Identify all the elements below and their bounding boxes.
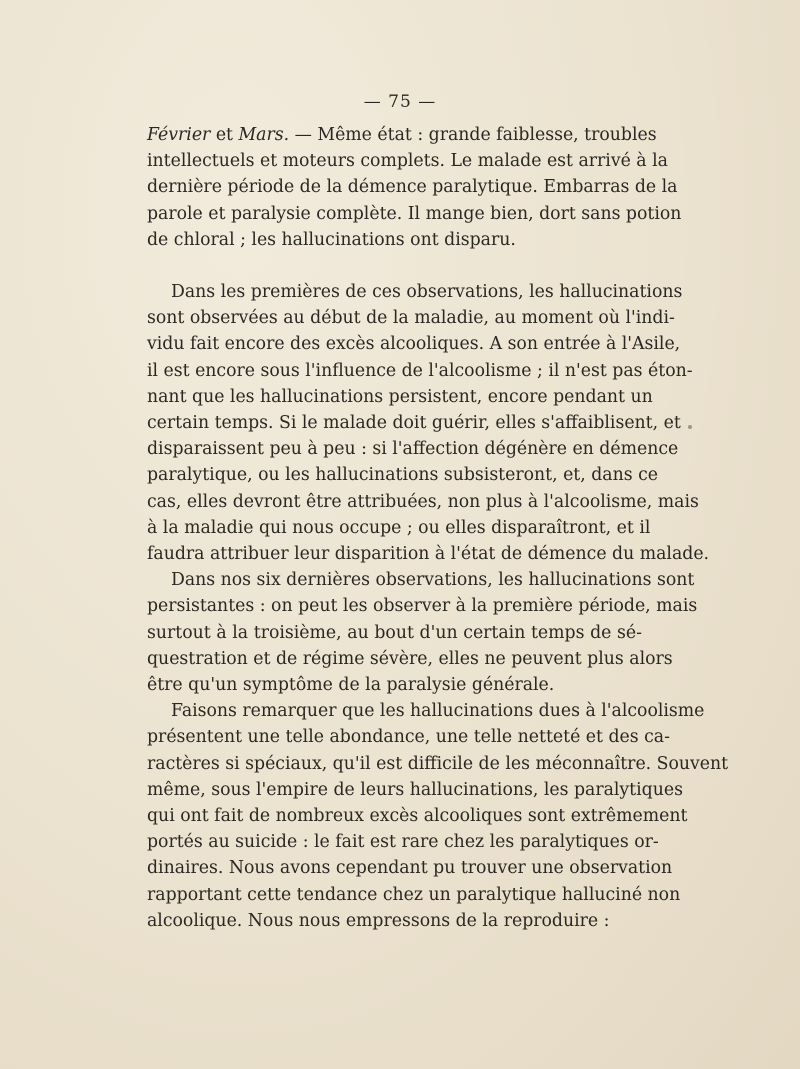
- text-line: parole et paralysie complète. Il mange bien, dort sans potion: [147, 203, 682, 224]
- text-line: de chloral ; les hallucinations ont disparu.: [147, 229, 516, 250]
- date-month-2: Mars.: [238, 125, 290, 145]
- text-line: persistantes : on peut les observer à la première période, mais: [147, 596, 698, 617]
- text-line: intellectuels et moteurs complets. Le malade est arrivé à la: [147, 151, 668, 172]
- text-fragment: — Même état : grande faiblesse, troubles: [289, 125, 657, 145]
- date-conjunction: et: [215, 125, 233, 145]
- text-line: dernière période de la démence paralytique. Embarras de la: [147, 177, 678, 198]
- paper-speck: [688, 425, 692, 429]
- text-line: Faisons remarquer que les hallucinations dues à l'alcoolisme: [171, 701, 705, 722]
- page-number: — 75 —: [363, 92, 437, 112]
- text-line: certain temps. Si le malade doit guérir, elles s'affaiblisent, et: [147, 413, 681, 434]
- text-line: questration et de régime sévère, elles ne peuvent plus alors: [147, 648, 673, 669]
- text-line: portés au suicide : le fait est rare chez les paralytiques or-: [147, 832, 659, 853]
- text-line: dinaires. Nous avons cependant pu trouver une observation: [147, 858, 673, 879]
- text-line: nant que les hallucinations persistent, encore pendant un: [147, 386, 653, 407]
- body-text: [147, 122, 729, 934]
- text-line: [147, 122, 657, 148]
- text-line: vidu fait encore des excès alcooliques. A son entrée à l'Asile,: [147, 334, 681, 355]
- text-line: présentent une telle abondance, une telle netteté et des ca-: [147, 727, 670, 748]
- text-line: ractères si spéciaux, qu'il est difficile de les méconnaître. Souvent: [147, 753, 729, 774]
- text-line: faudra attribuer leur disparition à l'état de démence du malade.: [147, 544, 710, 565]
- text-line: être qu'un symptôme de la paralysie générale.: [147, 675, 555, 696]
- text-line: cas, elles devront être attribuées, non plus à l'alcoolisme, mais: [147, 491, 699, 512]
- text-line: même, sous l'empire de leurs hallucinations, les paralytiques: [147, 779, 683, 800]
- text-line: disparaissent peu à peu : si l'affection dégénère en démence: [147, 439, 679, 460]
- paragraph-1: [147, 122, 682, 253]
- text-line: à la maladie qui nous occupe ; ou elles disparaîtront, et il: [147, 517, 651, 538]
- paragraph-4: [147, 698, 729, 934]
- text-line: Dans nos six dernières observations, les hallucinations sont: [171, 570, 695, 591]
- text-line: Dans les premières de ces observations, les hallucinations: [171, 282, 683, 303]
- text-line: qui ont fait de nombreux excès alcooliques sont extrêmement: [147, 806, 688, 827]
- text-line: rapportant cette tendance chez un paralytique halluciné non: [147, 884, 681, 905]
- text-line: surtout à la troisième, au bout d'un certain temps de sé-: [147, 622, 642, 643]
- paragraph-spacer: [147, 253, 642, 279]
- paragraph-2: [147, 279, 710, 567]
- text-line: paralytique, ou les hallucinations subsisteront, et, dans ce: [147, 465, 659, 486]
- date-month-1: Février: [147, 125, 211, 145]
- text-line: sont observées au début de la maladie, au moment où l'indi-: [147, 308, 675, 329]
- paragraph-3: [147, 567, 698, 698]
- text-line: alcoolique. Nous nous empressons de la reproduire :: [147, 910, 610, 931]
- text-line: il est encore sous l'influence de l'alcoolisme ; il n'est pas éton-: [147, 360, 693, 381]
